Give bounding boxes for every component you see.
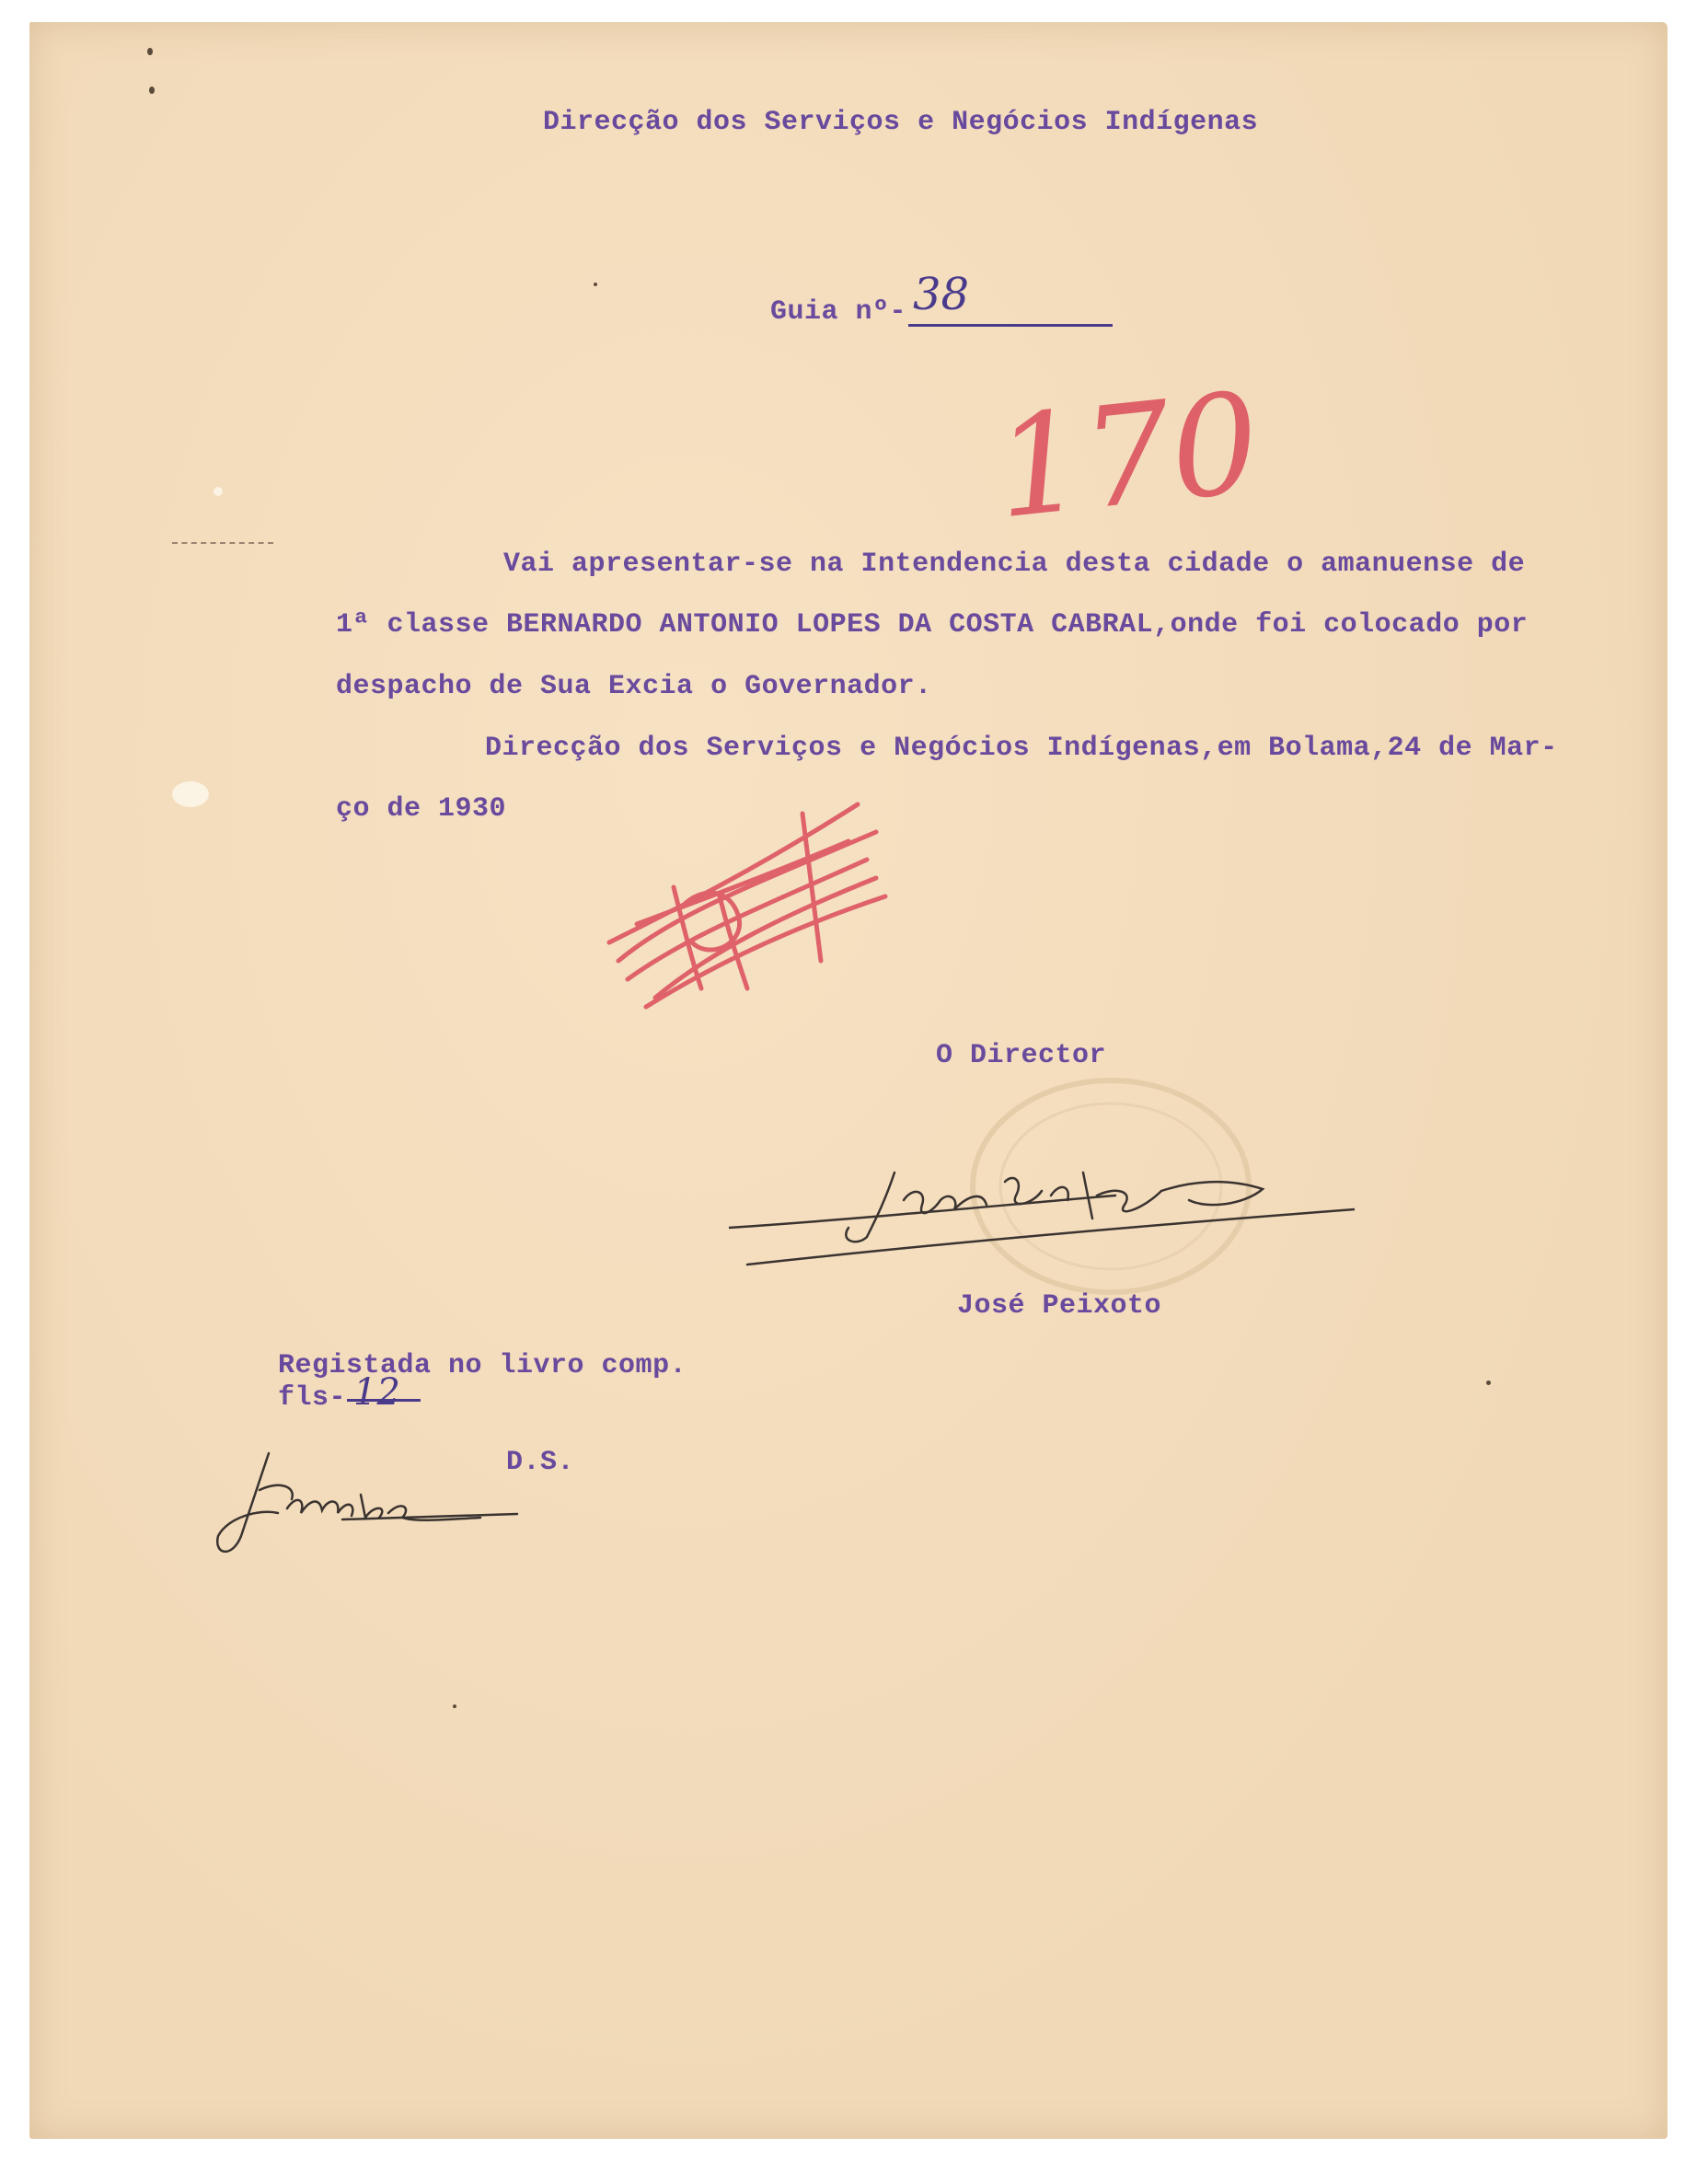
director-name: José Peixoto: [957, 1290, 1162, 1322]
body-line-3: despacho de Sua Excia o Governador.: [336, 671, 932, 702]
document-header: Direcção dos Serviços e Negócios Indígenas: [543, 107, 1259, 138]
red-scribble: [600, 777, 894, 1016]
ink-dot: [594, 283, 597, 286]
director-title: O Director: [936, 1040, 1107, 1071]
ds-signature: [204, 1444, 526, 1573]
red-pencil-annotation: 170: [987, 363, 1267, 550]
paper-hole: [214, 487, 223, 496]
guia-underline: [908, 324, 1113, 327]
ink-dot: [149, 87, 155, 94]
body-line-5: ço de 1930: [336, 793, 507, 825]
document-sheet: [29, 22, 1668, 2139]
guia-number: 38: [913, 269, 970, 320]
body-line-1: Vai apresentar-se na Intendencia desta cidade o amanuense de: [503, 549, 1526, 580]
ink-dot: [1486, 1381, 1491, 1385]
dashed-rule: [172, 542, 273, 544]
fls-strike-line: [347, 1399, 421, 1402]
ink-dot: [147, 48, 153, 55]
registration-fls-number: 12: [353, 1371, 400, 1414]
paper-hole: [172, 781, 209, 807]
registration-line: Registada no livro comp.: [278, 1350, 687, 1381]
director-signature: [729, 1117, 1355, 1283]
registration-fls-label: fls-: [278, 1382, 347, 1414]
guia-label: Guia nº-: [770, 296, 907, 328]
ink-dot: [453, 1704, 456, 1708]
ds-label: D.S.: [506, 1447, 575, 1478]
body-line-4: Direcção dos Serviços e Negócios Indígenas,em Bolama,24 de Mar-: [485, 733, 1558, 764]
body-line-2: 1ª classe BERNARDO ANTONIO LOPES DA COSTA CABRAL,onde foi colocado por: [336, 609, 1529, 641]
